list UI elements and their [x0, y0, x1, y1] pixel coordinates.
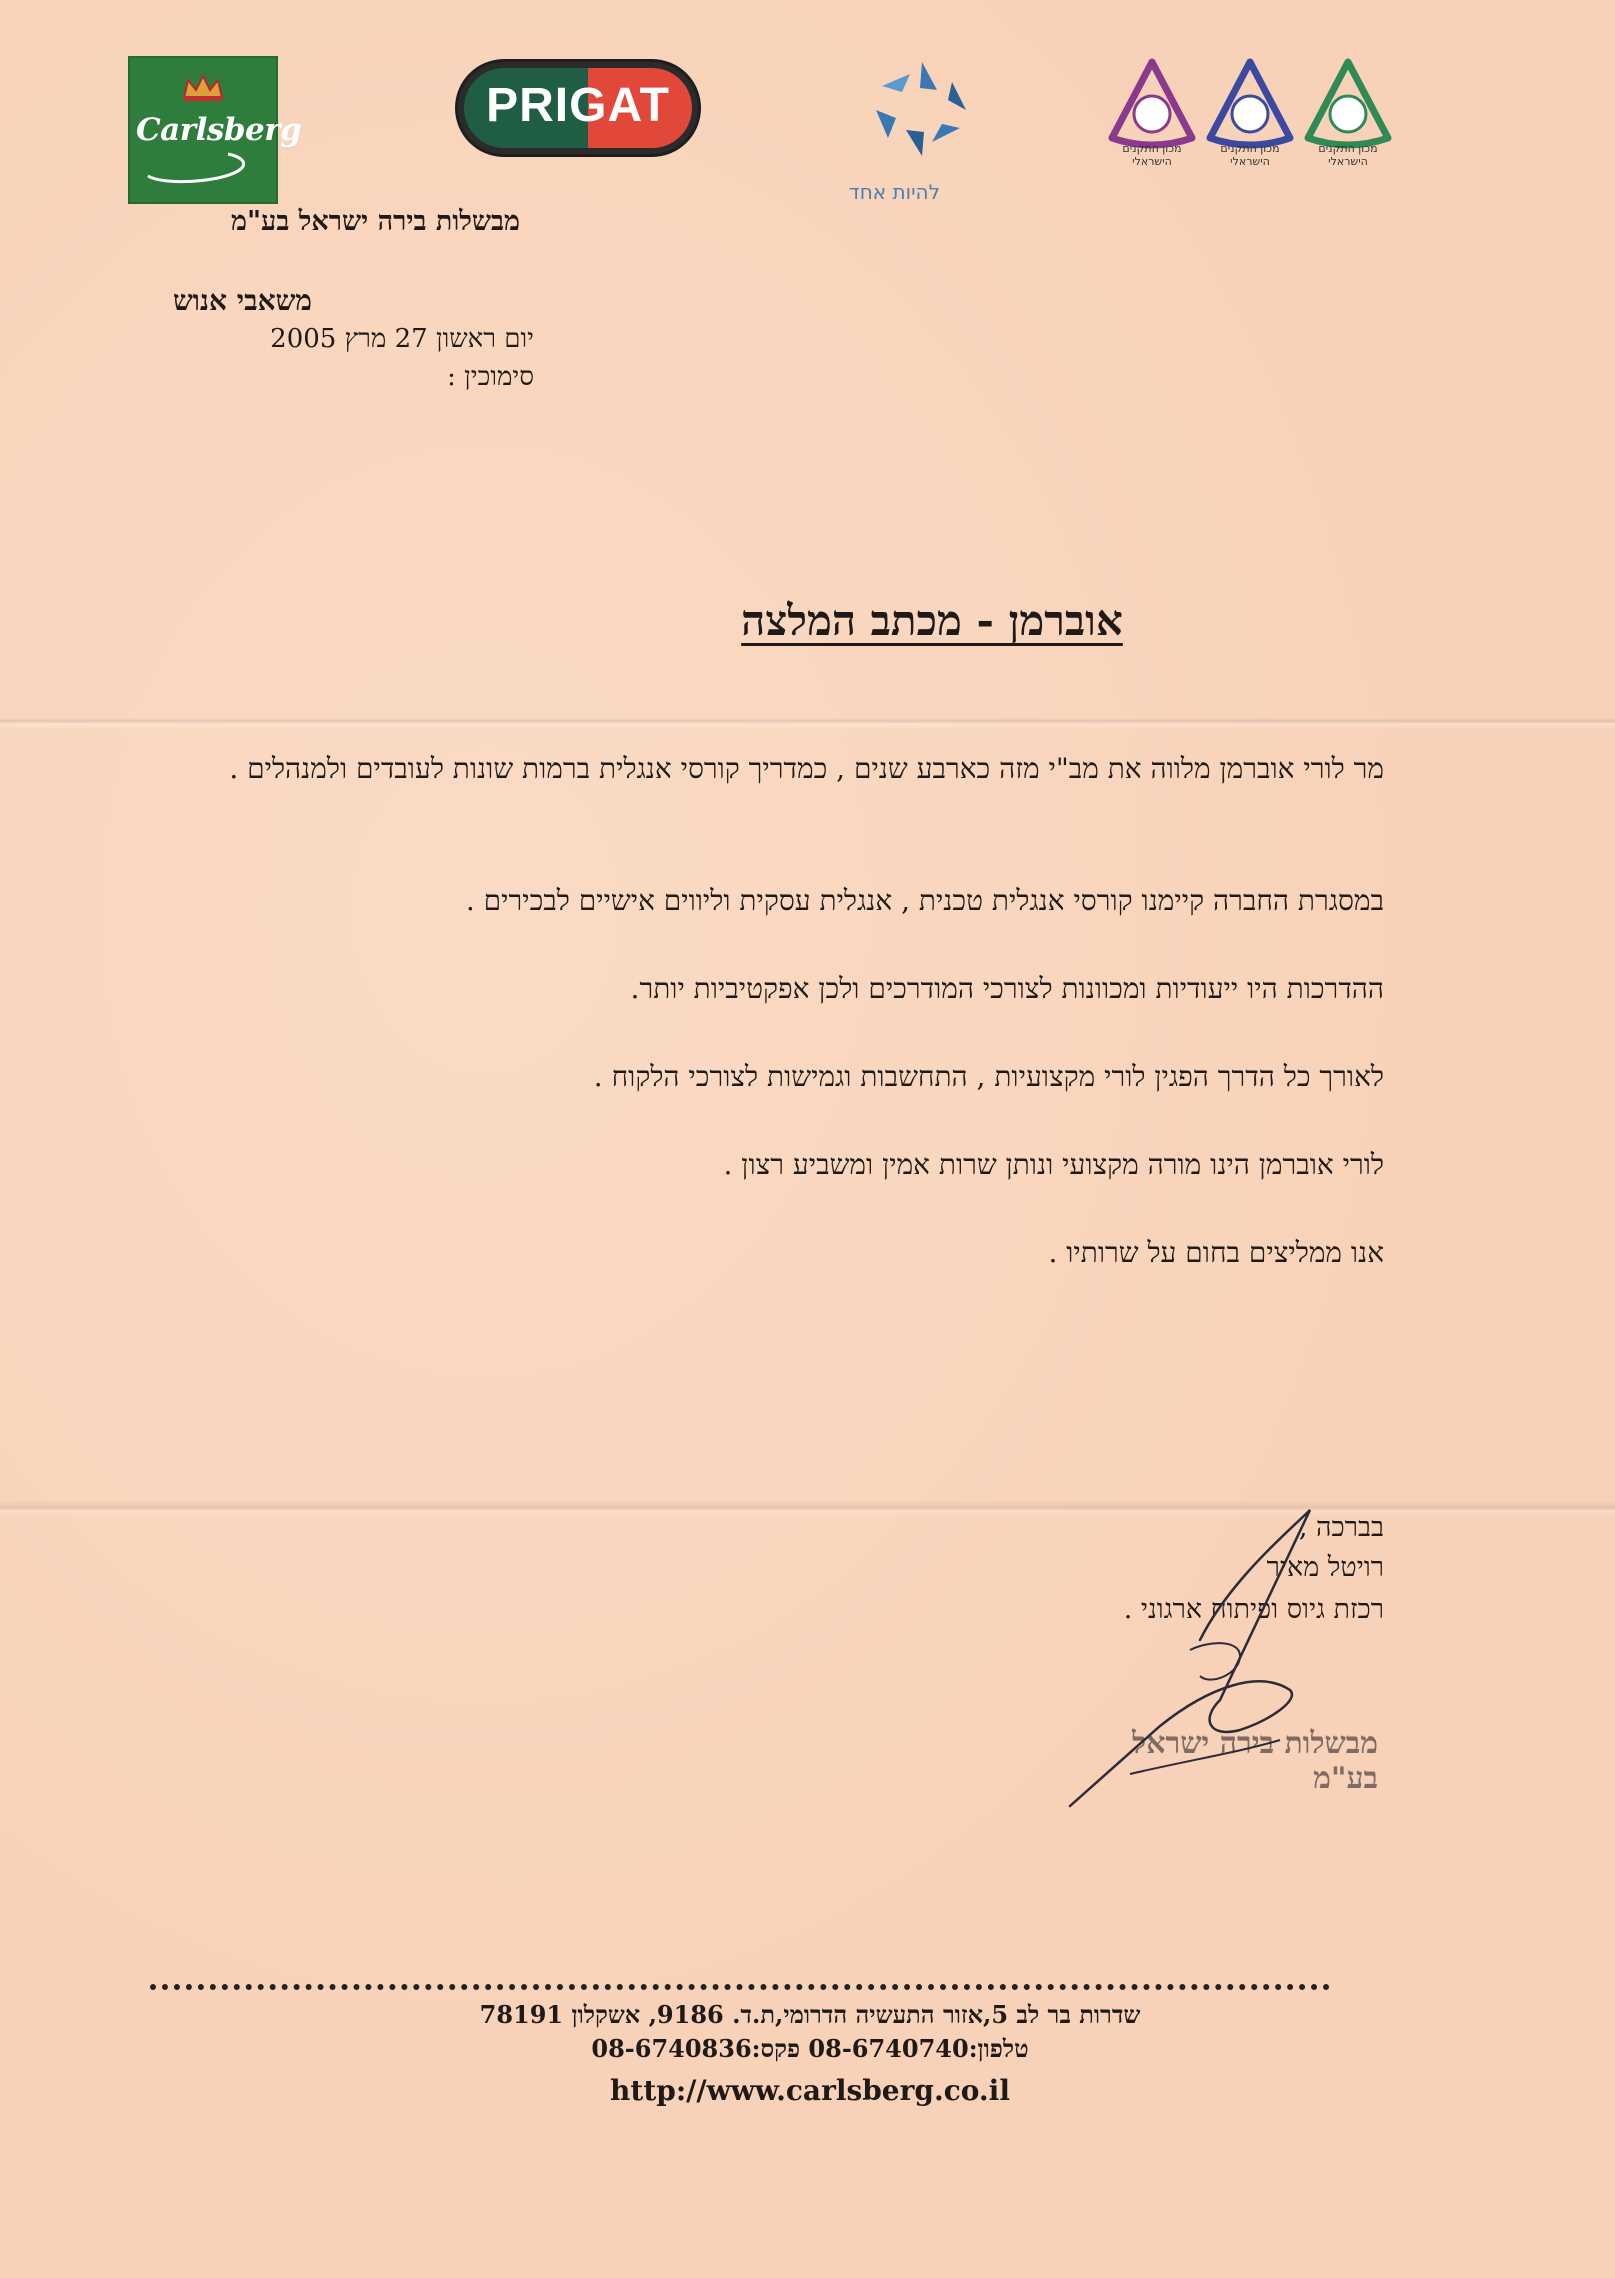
footer-phone-fax: טלפון:08-6740740 פקס:08-6740836 [591, 2034, 1029, 2063]
closing-greeting: בברכה , [1298, 1512, 1384, 1543]
standards-caption: מכון התקנים הישראלי [1220, 142, 1280, 168]
star-logo-caption: להיות אחד [848, 180, 940, 204]
signature-icon [1050, 1490, 1380, 1820]
footer-divider [150, 1984, 1330, 2000]
body-paragraph: ההדרכות היו ייעודיות ומכוונות לצורכי המודרכים ולכן אפקטיביות יותר. [630, 972, 1384, 1005]
signer-name: רויטל מאיר [1266, 1552, 1384, 1583]
signer-title: רכזת גיוס ופיתוח ארגוני . [1123, 1594, 1384, 1625]
reference-label: סימוכין : [447, 362, 534, 392]
body-paragraph: לאורך כל הדרך הפגין לורי מקצועיות , התחשבות וגמישות לצורכי הלקוח . [593, 1060, 1384, 1093]
body-paragraph: מר לורי אוברמן מלווה את מב"י מזה כארבע שנים , כמדריך קורסי אנגלית ברמות שונות לעובדים ולמנהלים . [229, 752, 1384, 785]
company-stamp: מבשלות בירה ישראל בע"מ [1132, 1726, 1378, 1796]
prigat-logo [458, 62, 698, 154]
carlsberg-logo-text: Carlsberg [136, 112, 302, 148]
body-paragraph: לורי אוברמן הינו מורה מקצועי ונותן שרות אמין ומשביע רצון . [723, 1148, 1384, 1181]
swoosh-icon [138, 148, 268, 188]
star-of-david-logo-icon [862, 54, 982, 164]
letter-date: יום ראשון 27 מרץ 2005 [270, 324, 534, 354]
department: משאבי אנוש [172, 284, 312, 317]
body-paragraph: אנו ממליצים בחום על שרותיו . [1048, 1236, 1384, 1269]
carlsberg-logo [128, 56, 302, 204]
standards-caption: מכון התקנים הישראלי [1318, 142, 1378, 168]
letter-title: אוברמן - מכתב המלצה [741, 596, 1123, 645]
body-paragraph: במסגרת החברה קיימנו קורסי אנגלית טכנית , אנגלית עסקית וליווים אישיים לבכירים . [465, 884, 1384, 917]
standards-caption: מכון התקנים הישראלי [1122, 142, 1182, 168]
prigat-logo-text: PRIGAT [486, 79, 670, 132]
footer-website-link[interactable]: http://www.carlsberg.co.il [610, 2074, 1010, 2107]
footer-address: שדרות בר לב 5,אזור התעשיה הדרומי,ת.ד. 9186, אשקלון 78191 [479, 2000, 1141, 2029]
crown-icon [182, 74, 224, 102]
company-name: מבשלות בירה ישראל בע"מ [230, 206, 520, 237]
